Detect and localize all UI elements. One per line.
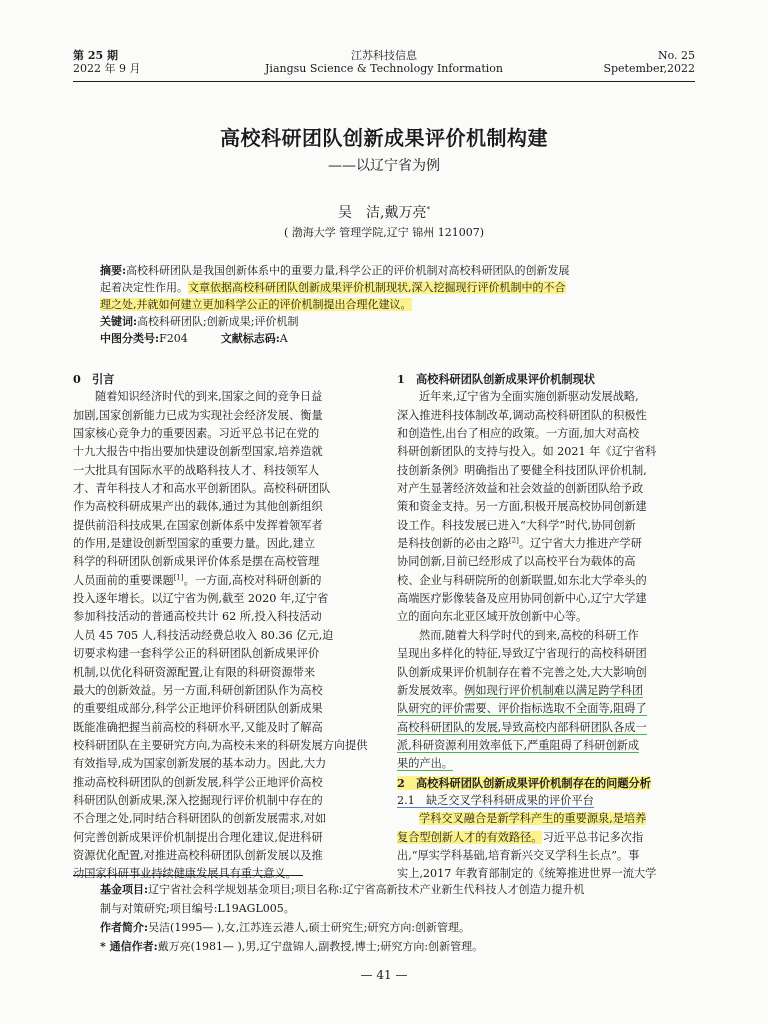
body-line xyxy=(73,572,373,590)
body-line: 然而,随着大科学时代的到来,高校的科研工作 xyxy=(419,628,639,642)
body-line: 近年来,辽宁省为全面实施创新驱动发展战略, xyxy=(419,390,639,404)
annotated-text: 派,科研资源利用效率低下,严重阻碍了科研创新成 xyxy=(397,738,640,752)
subsection-heading-text: 2.1 缺乏交叉学科科研成果的评价平台 xyxy=(397,793,594,807)
subsection-heading xyxy=(397,792,697,810)
body-line: 提供前沿科技成果,在国家创新体系中发挥着领军者 xyxy=(73,518,323,532)
footnotes xyxy=(100,880,700,956)
body-line: 立的面向东北亚区域开放创新中心等。 xyxy=(397,610,588,624)
body-line: 作为高校科研成果产出的载体,通过为其他创新组织 xyxy=(73,500,323,514)
body-line: 校科研团队在主要研究方向,为高校未来的科研发展方向提供 xyxy=(73,738,368,752)
paper-title: 高校科研团队创新成果评价机制构建 xyxy=(220,126,548,150)
body-line: 有效指导,成为国家创新发展的基本动力。因此,大力 xyxy=(73,757,327,771)
body-line: 投入逐年增长。以辽宁省为例,截至 2020 年,辽宁省 xyxy=(73,592,329,606)
annotated-text: 例如现行评价机制难以满足跨学科团 xyxy=(464,683,644,697)
issue-en: No. 25 xyxy=(657,49,695,62)
body-line: 资源优化配置,对推进高校科研团队创新发展以及推 xyxy=(73,848,323,862)
body-line: 参加科技活动的普通高校共计 62 所,投入科技活动 xyxy=(73,610,322,624)
body-line: 深入推进科技体制改革,调动高校科研团队的积极性 xyxy=(397,408,647,422)
body-line: 科学的科研团队创新成果评价体系是摆在高校管理 xyxy=(73,555,320,569)
body-line: 机制,以优化科研资源配置,让有限的科研资源带来 xyxy=(73,665,316,679)
body-line: 国家核心竞争力的重要因素。习近平总书记在党的 xyxy=(73,427,320,441)
abstract-line xyxy=(100,262,672,279)
body-line: 设工作。科技发展已进入“大科学”时代,协同创新 xyxy=(397,518,636,532)
body-line xyxy=(397,682,697,700)
header-rule xyxy=(73,81,695,82)
body-line xyxy=(397,535,697,553)
body-line: 科研创新团队的支持与投入。如 2021 年《辽宁省科 xyxy=(397,445,657,459)
body-line: 策和资金支持。另一方面,积极开展高校协同创新建 xyxy=(397,500,647,514)
funding-label: 基金项目: xyxy=(100,883,149,896)
clc-value: F204 xyxy=(159,332,188,345)
funding-line: 制与对策研究;项目编号:L19AGL005。 xyxy=(100,902,295,915)
body-line: 校、企业与科研院所的创新联盟,如东北大学牵头的 xyxy=(397,573,647,587)
body-line: 随着知识经济时代的到来,国家之间的竞争日益 xyxy=(95,390,323,404)
keywords-text: 高校科研团队;创新成果;评价机制 xyxy=(137,315,299,328)
author-info-line xyxy=(100,918,700,937)
body-line: 科研团队创新成果,深入挖掘现行评价机制中存在的 xyxy=(73,793,323,807)
body-line: 对产生显著经济效益和社会效益的创新团队给予政 xyxy=(397,482,644,496)
body-line: 协同创新,目前已经形成了以高校平台为载体的高 xyxy=(397,555,636,569)
body-line: 技创新条例》明确指出了要健全科技团队评价机制, xyxy=(397,463,647,477)
classification-line xyxy=(100,330,672,347)
section-heading: 0 引言 xyxy=(73,372,115,386)
issue-cn: 第 25 期 xyxy=(73,49,118,62)
highlighted-text: 学科交叉融合是新学科产生的重要源泉,是培养 xyxy=(419,812,647,826)
body-line: 最大的创新效益。另一方面,科研创新团队作为高校 xyxy=(73,683,323,697)
section-heading xyxy=(397,774,697,792)
paper-subtitle: ——以辽宁省为例 xyxy=(328,158,440,174)
body-line: 和创造性,出台了相应的政策。一方面,加大对高校 xyxy=(397,427,640,441)
body-line: 呈现出多样化的特征,导致辽宁省现行的高校科研团 xyxy=(397,647,647,661)
body-line: 出,“厚实学科基础,培育新兴交叉学科生长点”。事 xyxy=(397,848,640,862)
section-heading-text: 2 高校科研团队创新成果评价机制存在的问题分析 xyxy=(397,775,651,790)
body-line: 的重要组成部分,科学公正地评价科研团队创新成果 xyxy=(73,702,323,716)
body-line: 推动高校科研团队的创新发展,科学公正地评价高校 xyxy=(73,775,323,789)
footnote-rule xyxy=(73,875,303,876)
keywords-line xyxy=(100,313,672,330)
body-line: 人员 45 705 人,科技活动经费总收入 80.36 亿元,迫 xyxy=(73,628,334,642)
body-line: 十九大报告中指出要加快建设创新型国家,培养造就 xyxy=(73,445,323,459)
body-line xyxy=(397,737,697,755)
abstract-label: 摘要: xyxy=(100,264,127,277)
clc-label: 中图分类号: xyxy=(100,332,160,345)
correspondence-label: * 通信作者: xyxy=(100,940,158,953)
annotated-text: 高校科研团队的发展,导致高校内部科研团队各成一 xyxy=(397,720,647,734)
left-column xyxy=(73,370,373,884)
body-text: 人员面前的重要课题 xyxy=(73,573,174,587)
body-line: 切要求构建一套科学公正的科研团队创新成果评价 xyxy=(73,647,320,661)
date-cn: 2022 年 9 月 xyxy=(73,62,141,75)
page-number: — 41 — xyxy=(360,968,408,982)
body-line: 不合理之处,同时结合科研团队的创新发展需求,对如 xyxy=(73,812,327,826)
author-info-text: 吴洁(1995— ),女,江苏连云港人,硕士研究生;研究方向:创新管理。 xyxy=(148,921,471,934)
header-right xyxy=(603,49,695,75)
citation-ref[interactable]: [2] xyxy=(508,536,519,545)
body-line: 队创新成果评价机制存在着不完善之处,大大影响创 xyxy=(397,665,647,679)
keywords-label: 关键词: xyxy=(100,315,138,328)
body-line xyxy=(397,810,697,828)
body-line: 既能准确把握当前高校的科研水平,又能及时了解高 xyxy=(73,720,323,734)
body-text: 是科技创新的必由之路 xyxy=(397,537,509,551)
journal-cn: 江苏科技信息 xyxy=(351,49,417,62)
body-text: 习近平总书记多次指 xyxy=(542,830,644,844)
affiliation: ( 渤海大学 管理学院,辽宁 锦州 121007) xyxy=(283,226,485,239)
doc-code-value: A xyxy=(279,332,288,345)
abstract-line xyxy=(100,279,672,296)
body-line: 动国家科研事业持续健康发展具有重大意义。 xyxy=(73,867,297,881)
author-names: 吴 洁,戴万亮 xyxy=(338,205,427,221)
funding-line xyxy=(100,880,700,899)
abstract-highlight: 文章依据高校科研团队创新成果评价机制现状,深入挖掘现行评价机制中的不合 xyxy=(188,281,566,294)
body-text: 。辽宁省大力推进产学研 xyxy=(518,537,642,551)
author-info-label: 作者简介: xyxy=(100,921,149,934)
correspondence-line xyxy=(100,937,700,956)
right-column xyxy=(397,370,697,884)
abstract-block xyxy=(100,262,672,347)
correspondence-text: 戴万亮(1981— ),男,辽宁盘锦人,副教授,博士;研究方向:创新管理。 xyxy=(157,940,484,953)
annotated-text: 队研究的评价需要、评价指标选取不全面等,阻碍了 xyxy=(397,702,647,716)
corresponding-mark: * xyxy=(426,205,430,214)
body-line: 一大批具有国际水平的战略科技人才、科技领军人 xyxy=(73,463,320,477)
body-line xyxy=(397,700,697,718)
citation-ref[interactable]: [1] xyxy=(173,573,184,582)
section-heading: 1 高校科研团队创新成果评价机制现状 xyxy=(397,372,595,386)
body-line xyxy=(397,755,697,773)
abstract-line xyxy=(100,296,672,313)
body-line: 才、青年科技人才和高水平创新团队。高校科研团队 xyxy=(73,482,331,496)
body-line: 何完善创新成果评价机制提出合理化建议,促进科研 xyxy=(73,830,323,844)
funding-text: 辽宁省社会科学规划基金项目;项目名称:辽宁省高新技术产业新生代科技人才创造力提升机 xyxy=(148,883,585,896)
body-line: 加剧,国家创新能力已成为实现社会经济发展、衡量 xyxy=(73,408,323,422)
annotated-text: 果的产出。 xyxy=(397,757,453,771)
body-text: 新发展效率。 xyxy=(397,683,465,697)
authors xyxy=(0,202,768,222)
body-line: 实上,2017 年教育部制定的《统筹推进世界一流大学 xyxy=(397,867,657,881)
body-line: 高端医疗影像装备及应用协同创新中心,辽宁大学建 xyxy=(397,592,647,606)
body-line xyxy=(397,829,697,847)
body-line xyxy=(397,719,697,737)
highlighted-text: 复合型创新人才的有效路径。 xyxy=(397,830,543,844)
abstract-text: 起着决定性作用。 xyxy=(100,281,188,294)
body-text: 。一方面,高校对科研创新的 xyxy=(183,573,322,587)
date-en: Spetember,2022 xyxy=(603,62,695,75)
journal-en: Jiangsu Science & Technology Information xyxy=(265,62,503,75)
doc-code-label: 文献标志码: xyxy=(220,332,280,345)
abstract-text: 高校科研团队是我国创新体系中的重要力量,科学公正的评价机制对高校科研团队的创新发展 xyxy=(126,264,570,277)
abstract-highlight: 理之处,并就如何建立更加科学公正的评价机制提出合理化建议。 xyxy=(100,298,412,311)
body-line: 的作用,是建设创新型国家的重要力量。因此,建立 xyxy=(73,537,316,551)
